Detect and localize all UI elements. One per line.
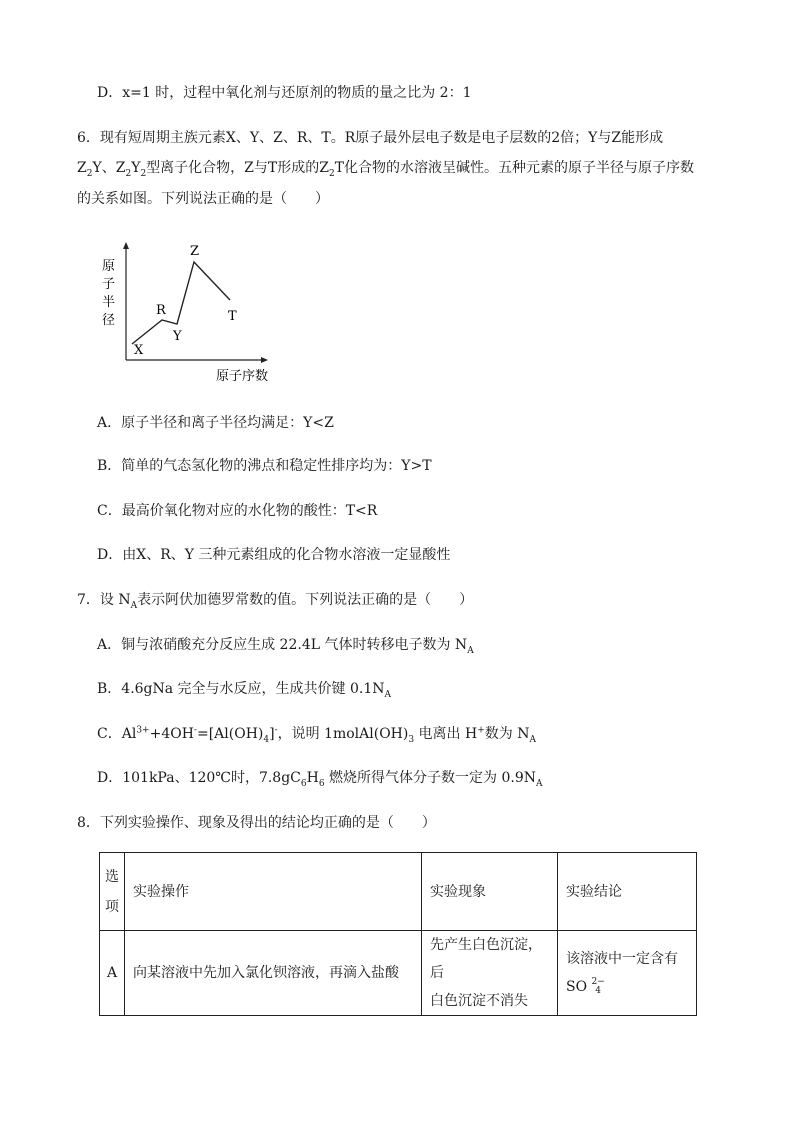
table-header-row: [100, 853, 697, 931]
header-option: 选项: [100, 853, 125, 931]
q8-stem: 8．下列实验操作、现象及得出的结论均正确的是（ ）: [77, 815, 436, 831]
point-label-r: R: [156, 303, 166, 318]
q6-option-a: A．原子半径和离子半径均满足：Y<Z: [97, 415, 334, 431]
q6-stem-line2: $Z_2Y$、$Z_2Y_2$型离子化合物，Z与T形成的$Z_2T$化合物的水溶液呈碱性。五种元素的原子半径与原子序数: [77, 160, 695, 179]
atomic-radius-graph: [98, 238, 288, 388]
point-label-y: Y: [173, 329, 182, 344]
y-label-char-2: 子: [102, 277, 116, 292]
q7-option-c: C．$Al^{3+}+4OH^-=[Al(OH)_4]^-$，说明 $1molAl(OH)_3$ 电离出 H+数为 $N_A$: [97, 725, 536, 745]
q7-option-a: A．铜与浓硝酸充分反应生成 22.4L 气体时转移电子数为 $N_A$: [97, 637, 474, 656]
table-row: [100, 931, 697, 1016]
row-a-phenomenon: 先产生白色沉淀，后 白色沉淀不消失: [422, 931, 558, 1016]
x-label: 原子序数: [216, 369, 269, 384]
q6-option-c: C．最高价氧化物对应的水化物的酸性：T<R: [97, 503, 378, 519]
experiment-table: [99, 852, 697, 1016]
point-label-t: T: [228, 309, 237, 324]
y-label-char-4: 径: [102, 313, 116, 328]
header-phenomenon: 实验现象: [422, 853, 558, 931]
row-a-option: A: [100, 931, 125, 1016]
y-axis-arrow: [123, 242, 129, 249]
point-label-x: X: [134, 343, 144, 358]
header-conclusion: 实验结论: [558, 853, 697, 931]
q7-option-b: B．4.6gNa 完全与水反应，生成共价键 $0.1N_A$: [97, 681, 392, 700]
q6-option-d: D．由X、R、Y 三种元素组成的化合物水溶液一定显酸性: [97, 547, 451, 563]
q6-stem-line3: 的关系如图。下列说法正确的是（ ）: [77, 191, 329, 207]
q7-stem: 7．设 $N_A$表示阿伏加德罗常数的值。下列说法正确的是（ ）: [77, 592, 474, 611]
q6-option-b: B．简单的气态氢化物的沸点和稳定性排序均为：Y>T: [97, 458, 432, 474]
row-a-operation: 向某溶液中先加入氯化钡溶液，再滴入盐酸: [125, 931, 422, 1016]
x-axis-arrow: [261, 357, 268, 363]
q6-stem-line1: 6．现有短周期主族元素X、Y、Z、R、T。R原子最外层电子数是电子层数的2倍；Y与Z能形成: [77, 130, 664, 146]
q5-option-d: D．x=1 时，过程中氧化剂与还原剂的物质的量之比为 2：1: [97, 85, 472, 101]
row-a-conclusion: 该溶液中一定含有 SO 2− 4: [558, 931, 697, 1016]
y-label-char-3: 半: [102, 295, 116, 310]
point-label-z: Z: [190, 244, 200, 259]
y-label-char-1: 原: [102, 259, 116, 274]
q7-option-d: D．101kPa、120℃时，$7.8gC_6H_6$ 燃烧所得气体分子数一定为 $0.9N_A$: [97, 770, 543, 789]
header-operation: 实验操作: [125, 853, 422, 931]
